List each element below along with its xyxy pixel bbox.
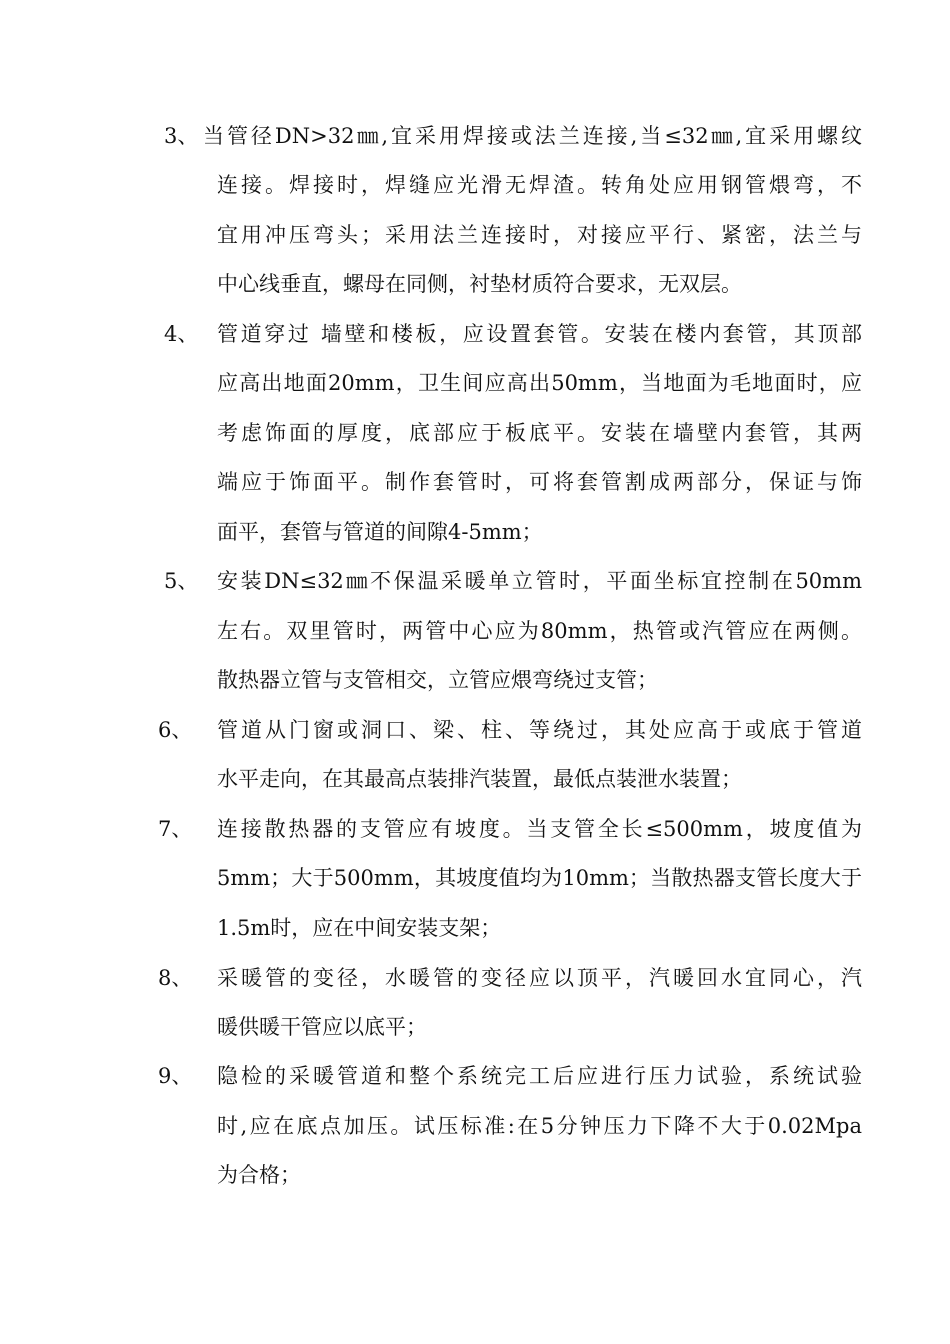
item-line: 采暖管的变径，水暖管的变径应以顶平，汽暖回水宜同心，汽 — [217, 966, 862, 990]
item-number: 3、 — [164, 124, 199, 148]
item-line: 散热器立管与支管相交，立管应煨弯绕过支管； — [217, 668, 658, 692]
item-number: 9、 — [158, 1064, 193, 1088]
item-line: 1.5m时，应在中间安装支架； — [217, 916, 502, 940]
item-line: 面平，套管与管道的间隙4-5mm； — [217, 520, 543, 544]
item-line: 5mm；大于500mm，其坡度值均为10mm；当散热器支管长度大于 — [217, 866, 862, 890]
item-line: 应高出地面20mm，卫生间应高出50mm，当地面为毛地面时，应 — [217, 371, 862, 395]
item-line: 管道从门窗或洞口、梁、柱、等绕过，其处应高于或底于管道 — [217, 718, 862, 742]
item-line: 连接。焊接时，焊缝应光滑无焊渣。转角处应用钢管煨弯，不 — [217, 173, 862, 197]
item-line: 端应于饰面平。制作套管时，可将套管割成两部分，保证与饰 — [217, 470, 862, 494]
item-line: 安装DN≤32㎜不保温采暖单立管时，平面坐标宜控制在50mm — [217, 569, 862, 593]
item-line: 宜用冲压弯头；采用法兰连接时，对接应平行、紧密，法兰与 — [217, 223, 862, 247]
item-line: 水平走向，在其最高点装排汽装置，最低点装泄水装置； — [217, 767, 742, 791]
item-number: 5、 — [164, 569, 199, 593]
item-line: 考虑饰面的厚度，底部应于板底平。安装在墙壁内套管，其两 — [217, 421, 862, 445]
item-line: 为合格； — [217, 1163, 301, 1187]
item-line: 管道穿过 墙壁和楼板，应设置套管。安装在楼内套管，其顶部 — [217, 322, 862, 346]
item-line: 时,应在底点加压。试压标准:在5分钟压力下降不大于0.02Mpa — [217, 1114, 862, 1138]
item-number: 4、 — [164, 322, 199, 346]
item-line: 中心线垂直，螺母在同侧，衬垫材质符合要求，无双层。 — [217, 272, 742, 296]
item-line: 隐检的采暖管道和整个系统完工后应进行压力试验，系统试验 — [217, 1064, 862, 1088]
item-line: 左右。双里管时，两管中心应为80mm，热管或汽管应在两侧。 — [217, 619, 862, 643]
item-number: 7、 — [158, 817, 193, 841]
item-number: 6、 — [158, 718, 193, 742]
item-line: 暖供暖干管应以底平； — [217, 1015, 427, 1039]
item-number: 8、 — [158, 966, 193, 990]
item-line: 当管径DN>32㎜,宜采用焊接或法兰连接,当≤32㎜,宜采用螺纹 — [203, 124, 862, 148]
item-line: 连接散热器的支管应有坡度。当支管全长≤500mm，坡度值为 — [217, 817, 862, 841]
